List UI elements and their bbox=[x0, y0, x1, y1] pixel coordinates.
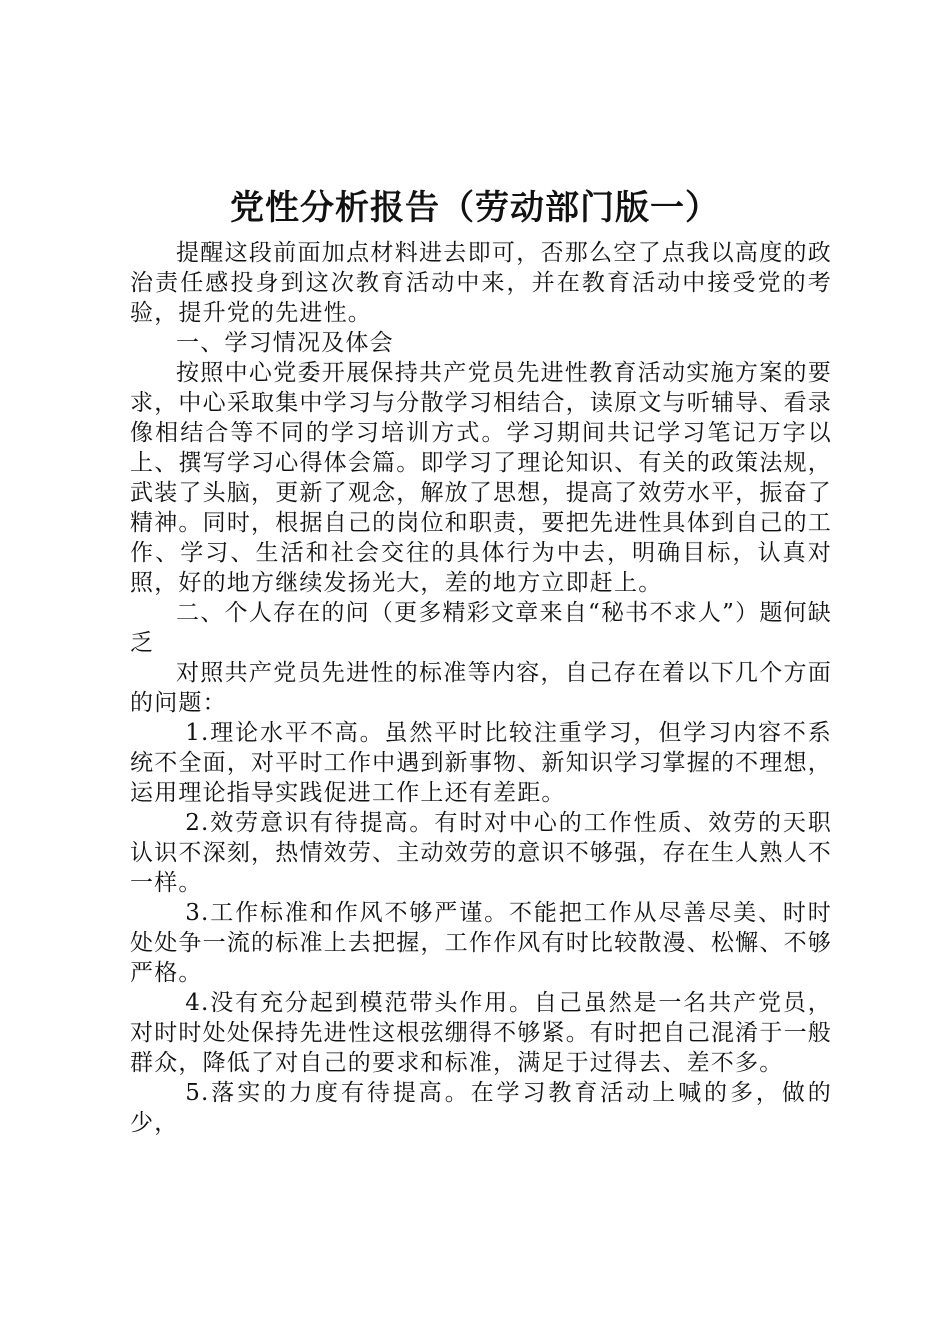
problem-item-2: 2.效劳意识有待提高。有时对中心的工作性质、效劳的天职认识不深刻，热情效劳、主动效劳的意识不够强，存在生人熟人不一样。 bbox=[130, 810, 832, 896]
problems-intro-paragraph: 对照共产党员先进性的标准等内容，自己存在着以下几个方面的问题： bbox=[130, 660, 832, 716]
section-heading-study: 一、学习情况及体会 bbox=[176, 330, 394, 356]
problem-item-1: 1.理论水平不高。虽然平时比较注重学习，但学习内容不系统不全面，对平时工作中遇到新事物、新知识学习掌握的不理想，运用理论指导实践促进工作上还有差距。 bbox=[130, 720, 832, 806]
section-heading-problems: 二、个人存在的问（更多精彩文章来自“秘书不求人”）题何缺乏 bbox=[130, 600, 832, 656]
document-title: 党性分析报告（劳动部门版一） bbox=[230, 188, 720, 228]
problem-item-5: 5.落实的力度有待提高。在学习教育活动上喊的多，做的少， bbox=[130, 1080, 832, 1136]
study-paragraph: 按照中心党委开展保持共产党员先进性教育活动实施方案的要求，中心采取集中学习与分散学习相结合，读原文与听辅导、看录像相结合等不同的学习培训方式。学习期间共记学习笔记万字以上、撰写学习心得体会篇。即学习了理论知识、有关的政策法规，武装了头脑，更新了观念，解放了思想，提高了效劳水平，振奋了精神。同时，根据自己的岗位和职责，要把先进性具体到自己的工作、学习、生活和社会交往的具体行为中去，明确目标，认真对照，好的地方继续发扬光大，差的地方立即赶上。 bbox=[130, 360, 832, 596]
problem-item-4: 4.没有充分起到模范带头作用。自己虽然是一名共产党员，对时时处处保持先进性这根弦绷得不够紧。有时把自己混淆于一般群众，降低了对自己的要求和标准，满足于过得去、差不多。 bbox=[130, 990, 832, 1076]
problem-item-3: 3.工作标准和作风不够严谨。不能把工作从尽善尽美、时时处处争一流的标准上去把握，工作作风有时比较散漫、松懈、不够严格。 bbox=[130, 900, 832, 986]
document-body bbox=[130, 238, 832, 1138]
intro-paragraph: 提醒这段前面加点材料进去即可，否那么空了点我以高度的政治责任感投身到这次教育活动中来，并在教育活动中接受党的考验，提升党的先进性。 bbox=[130, 240, 832, 326]
